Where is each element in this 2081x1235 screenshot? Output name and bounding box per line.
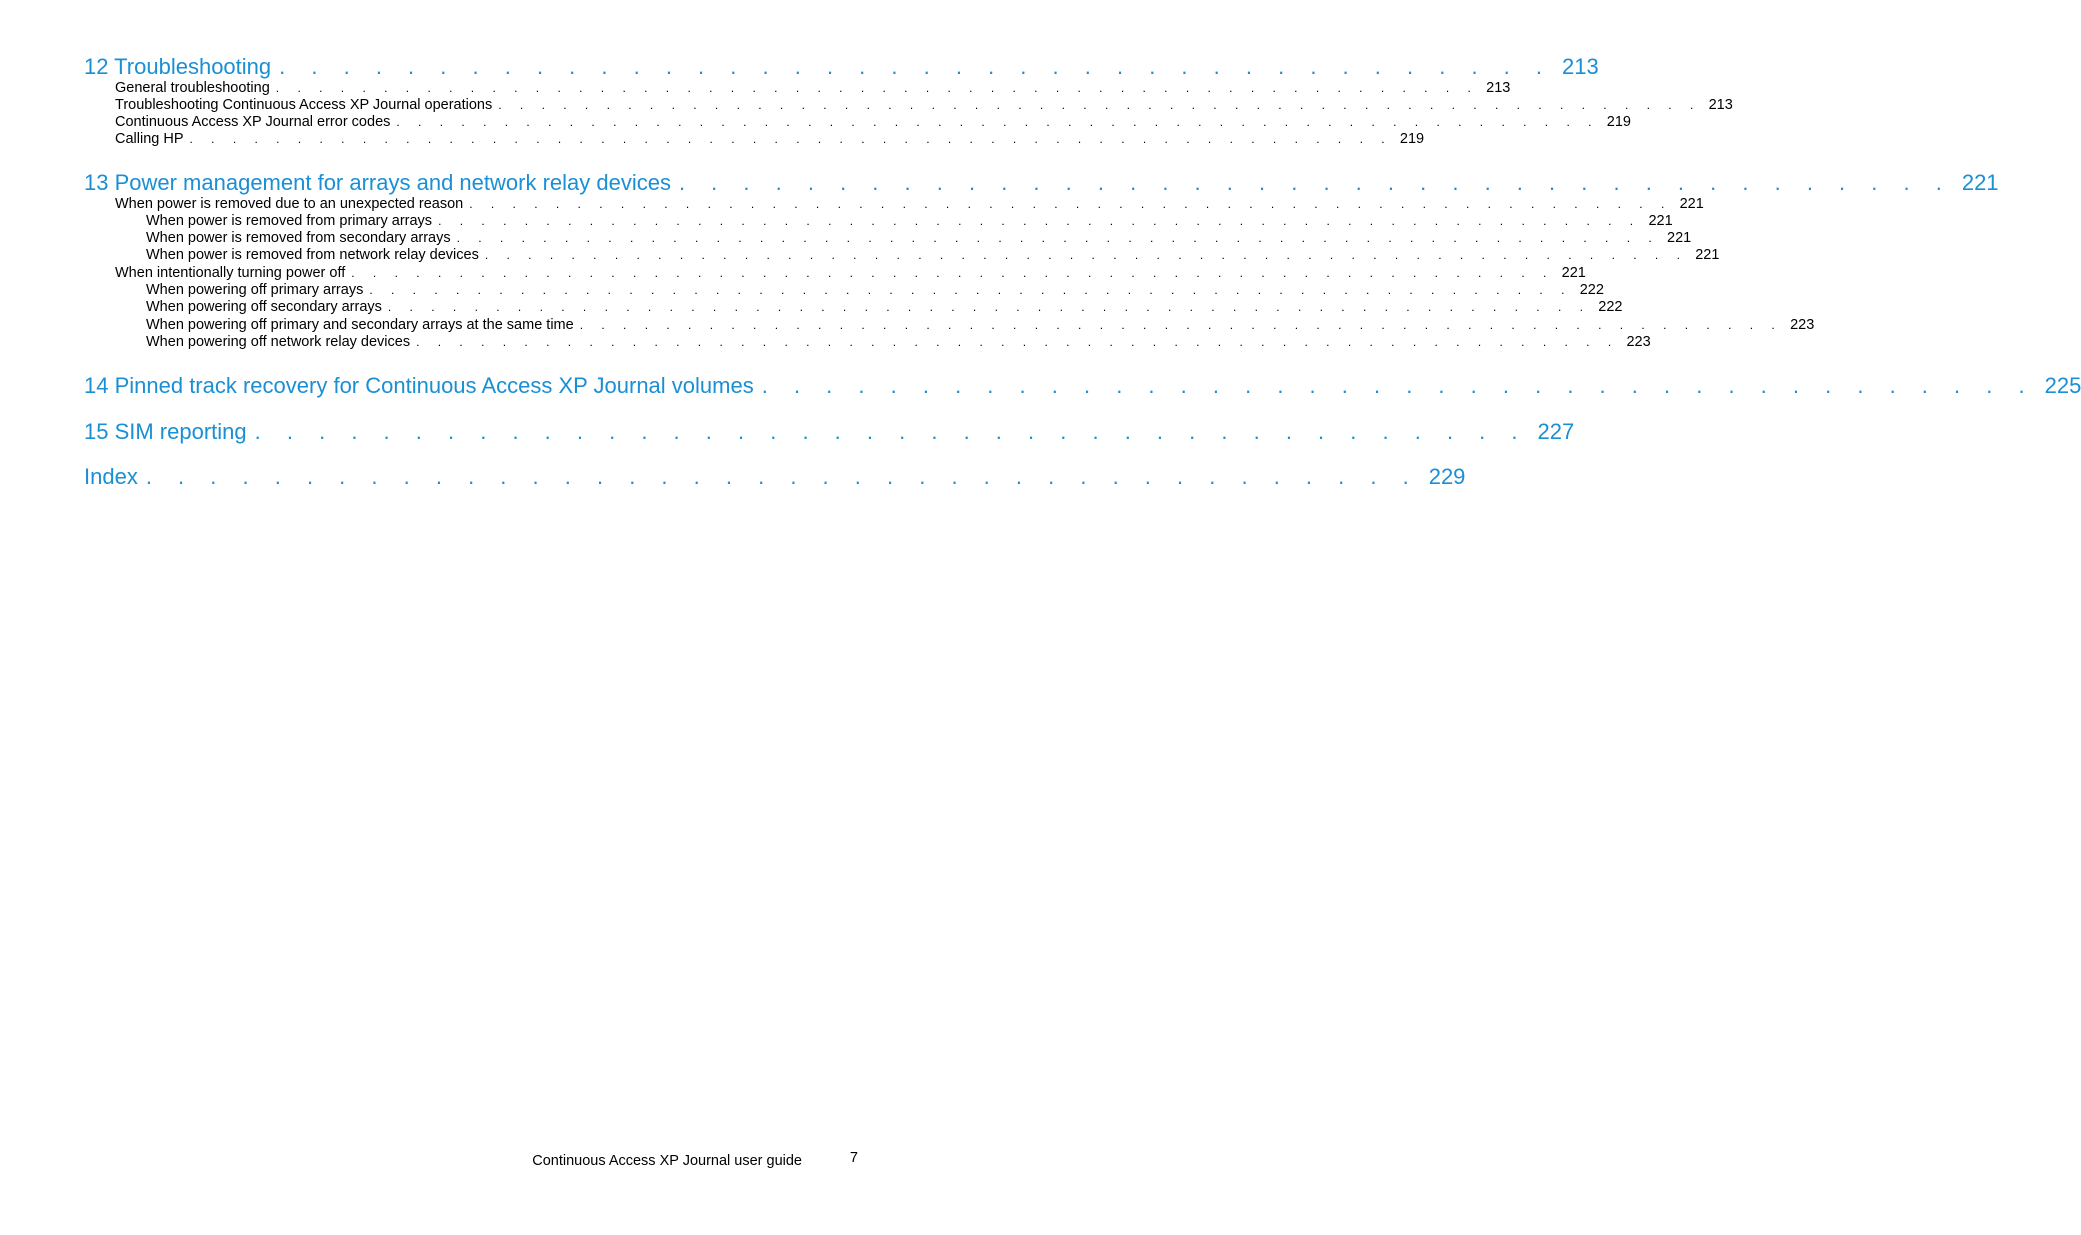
toc-entry[interactable] — [115, 97, 1733, 114]
entry-page: 222 — [1579, 282, 1604, 298]
toc-entry[interactable] — [146, 247, 1720, 264]
dot-leader: . . . . . . . . . . . . . . . . . . . . . . . . . . . . . . . . . . . . . . . . — [279, 54, 1553, 79]
entry-title: When power is removed from secondary arrays — [146, 230, 451, 246]
dot-leader: . . . . . . . . . . . . . . . . . . . . . . . . . . . . . . . . . . . . . . . . . . . . . . . . . . . . . . . . — [456, 231, 1660, 245]
chapter-title: 14 Pinned track recovery for Continuous Access XP Journal volumes — [84, 373, 754, 398]
toc-entry[interactable] — [146, 299, 1623, 316]
dot-leader: . . . . . . . . . . . . . . . . . . . . . . . . . . . . . . . . . . . . . . . . . . . . . . . . . . . . . . . . — [387, 300, 1591, 314]
dot-leader: . . . . . . . . . . . . . . . . . . . . . . . . . . . . . . . . . . . . . . . . — [254, 419, 1528, 444]
dot-leader: . . . . . . . . . . . . . . . . . . . . . . . . . . . . . . . . . . . . . . . . . . . . . . . . . . . . . . . . — [396, 115, 1599, 129]
dot-leader: . . . . . . . . . . . . . . . . . . . . . . . . . . . . . . . . . . . . . . . . . . . . . . . . . . . . . . . . — [498, 98, 1701, 112]
toc-index[interactable] — [84, 463, 1466, 491]
entry-page: 213 — [1708, 97, 1733, 113]
dot-leader: . . . . . . . . . . . . . . . . . . . . . . . . . . . . . . . . . . . . . . . . . . . . . . . . . . . . . . . . — [416, 335, 1619, 349]
chapter-page: 225 — [2044, 373, 2081, 398]
entry-title: Continuous Access XP Journal error codes — [115, 114, 391, 130]
dot-leader: . . . . . . . . . . . . . . . . . . . . . . . . . . . . . . . . . . . . . . . . — [145, 464, 1419, 489]
entry-page: 221 — [1561, 265, 1586, 281]
entry-page: 223 — [1626, 334, 1651, 350]
entry-page: 219 — [1399, 131, 1425, 147]
dot-leader: . . . . . . . . . . . . . . . . . . . . . . . . . . . . . . . . . . . . . . . . . . . . . . . . . . . . . . . . — [579, 318, 1783, 332]
toc-chapter-14[interactable] — [84, 372, 2081, 400]
entry-title: General troubleshooting — [115, 80, 270, 96]
toc-entry[interactable] — [146, 213, 1673, 230]
toc-entry[interactable] — [115, 265, 1586, 282]
entry-title: Troubleshooting Continuous Access XP Journal operations — [115, 97, 493, 113]
entry-title: When powering off primary arrays — [146, 282, 364, 298]
dot-leader: . . . . . . . . . . . . . . . . . . . . . . . . . . . . . . . . . . . . . . . . . . . . . . . . . . . . . . . . — [189, 132, 1393, 146]
dot-leader: . . . . . . . . . . . . . . . . . . . . . . . . . . . . . . . . . . . . . . . . — [678, 170, 1952, 195]
chapter-title: 12 Troubleshooting — [84, 54, 272, 79]
entry-page: 219 — [1606, 114, 1631, 130]
chapter-title: 15 SIM reporting — [84, 419, 247, 444]
toc-entry[interactable] — [146, 282, 1604, 299]
toc-entry[interactable] — [115, 114, 1631, 131]
entry-page: 221 — [1648, 213, 1673, 229]
toc-entry[interactable] — [146, 230, 1692, 247]
chapter-page: 221 — [1961, 170, 1999, 195]
entry-page: 223 — [1790, 317, 1815, 333]
entry-title: When powering off network relay devices — [146, 334, 411, 350]
footer-guide-title: Continuous Access XP Journal user guide — [532, 1153, 802, 1169]
toc-entry[interactable] — [115, 80, 1511, 97]
entry-page: 221 — [1667, 230, 1692, 246]
toc-entry[interactable] — [146, 317, 1815, 334]
entry-title: When powering off primary and secondary arrays at the same time — [146, 317, 574, 333]
chapter-title: Index — [84, 464, 138, 489]
dot-leader: . . . . . . . . . . . . . . . . . . . . . . . . . . . . . . . . . . . . . . . . — [761, 373, 2035, 398]
entry-title: When power is removed from network relay devices — [146, 247, 479, 263]
toc-entry[interactable] — [146, 334, 1651, 351]
entry-page: 221 — [1695, 247, 1720, 263]
chapter-page: 213 — [1562, 54, 1599, 79]
entry-title: Calling HP — [115, 131, 184, 147]
entry-page: 213 — [1486, 80, 1511, 96]
toc-entry[interactable] — [115, 131, 1425, 148]
entry-title: When power is removed from primary arrays — [146, 213, 433, 229]
dot-leader: . . . . . . . . . . . . . . . . . . . . . . . . . . . . . . . . . . . . . . . . . . . . . . . . . . . . . . . . — [351, 266, 1554, 280]
entry-title: When intentionally turning power off — [115, 265, 346, 281]
chapter-title: 13 Power management for arrays and network relay devices — [84, 170, 671, 195]
dot-leader: . . . . . . . . . . . . . . . . . . . . . . . . . . . . . . . . . . . . . . . . . . . . . . . . . . . . . . . . — [438, 214, 1641, 228]
toc-chapter-12[interactable] — [84, 53, 1599, 81]
entry-title: When power is removed due to an unexpected reason — [115, 196, 464, 212]
toc-chapter-13[interactable] — [84, 169, 1999, 197]
entry-page: 221 — [1679, 196, 1704, 212]
entry-page: 222 — [1598, 299, 1623, 315]
dot-leader: . . . . . . . . . . . . . . . . . . . . . . . . . . . . . . . . . . . . . . . . . . . . . . . . . . . . . . . . — [369, 283, 1572, 297]
chapter-page: 227 — [1537, 419, 1575, 444]
page-footer — [500, 1151, 860, 1171]
toc-chapter-15[interactable] — [84, 418, 1575, 446]
dot-leader: . . . . . . . . . . . . . . . . . . . . . . . . . . . . . . . . . . . . . . . . . . . . . . . . . . . . . . . . — [275, 81, 1479, 95]
entry-title: When powering off secondary arrays — [146, 299, 382, 315]
chapter-page: 229 — [1428, 464, 1466, 489]
dot-leader: . . . . . . . . . . . . . . . . . . . . . . . . . . . . . . . . . . . . . . . . . . . . . . . . . . . . . . . . — [469, 197, 1672, 211]
footer-page-number: 7 — [849, 1150, 858, 1166]
dot-leader: . . . . . . . . . . . . . . . . . . . . . . . . . . . . . . . . . . . . . . . . . . . . . . . . . . . . . . . . — [484, 248, 1688, 262]
toc-entry[interactable] — [115, 196, 1704, 213]
